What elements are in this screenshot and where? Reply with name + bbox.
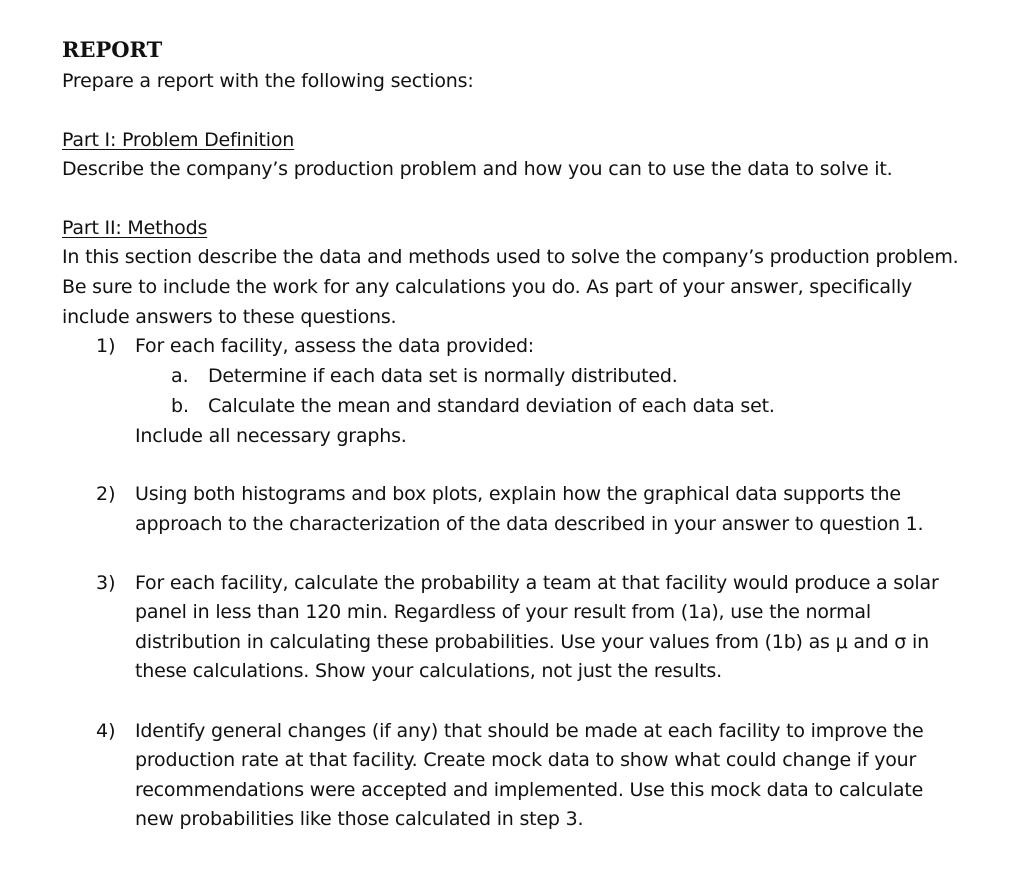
question-1-text: For each facility, assess the data provided: (135, 335, 535, 357)
report-intro: Prepare a report with the following sections: (62, 70, 474, 92)
question-3-number: 3) (96, 572, 116, 594)
question-1-number: 1) (96, 335, 116, 357)
question-4-line: Identify general changes (if any) that should be made at each facility to improve the (135, 720, 924, 742)
part2-body-line: In this section describe the data and methods used to solve the company’s production problem. (62, 246, 959, 268)
question-2-line: Using both histograms and box plots, explain how the graphical data supports the (135, 483, 901, 505)
question-3-line: these calculations. Show your calculations, not just the results. (135, 660, 722, 682)
question-1-note: Include all necessary graphs. (135, 425, 407, 447)
question-4-line: production rate at that facility. Create mock data to show what could change if your (135, 749, 917, 771)
part2-body-line: Be sure to include the work for any calculations you do. As part of your answer, specifically (62, 276, 913, 298)
question-4-number: 4) (96, 720, 116, 742)
question-2-line: approach to the characterization of the data described in your answer to question 1. (135, 513, 924, 535)
question-3-line: panel in less than 120 min. Regardless of your result from (1a), use the normal (135, 601, 871, 623)
question-3-line: distribution in calculating these probabilities. Use your values from (1b) as μ and σ in (135, 631, 929, 653)
question-2-number: 2) (96, 483, 116, 505)
subitem-a-text: Determine if each data set is normally distributed. (208, 365, 678, 387)
question-4-line: new probabilities like those calculated in step 3. (135, 808, 584, 830)
part2-body-line: include answers to these questions. (62, 306, 397, 328)
part1-body: Describe the company’s production problem and how you can to use the data to solve it. (62, 158, 893, 180)
subitem-b-text: Calculate the mean and standard deviation of each data set. (208, 395, 775, 417)
question-4-line: recommendations were accepted and implemented. Use this mock data to calculate (135, 779, 924, 801)
part1-heading: Part I: Problem Definition (62, 129, 295, 151)
question-3-line: For each facility, calculate the probability a team at that facility would produce a solar (135, 572, 939, 594)
subitem-b-label: b. (171, 395, 190, 417)
part2-heading: Part II: Methods (62, 217, 208, 239)
report-title: REPORT (62, 37, 163, 62)
subitem-a-label: a. (171, 365, 189, 387)
